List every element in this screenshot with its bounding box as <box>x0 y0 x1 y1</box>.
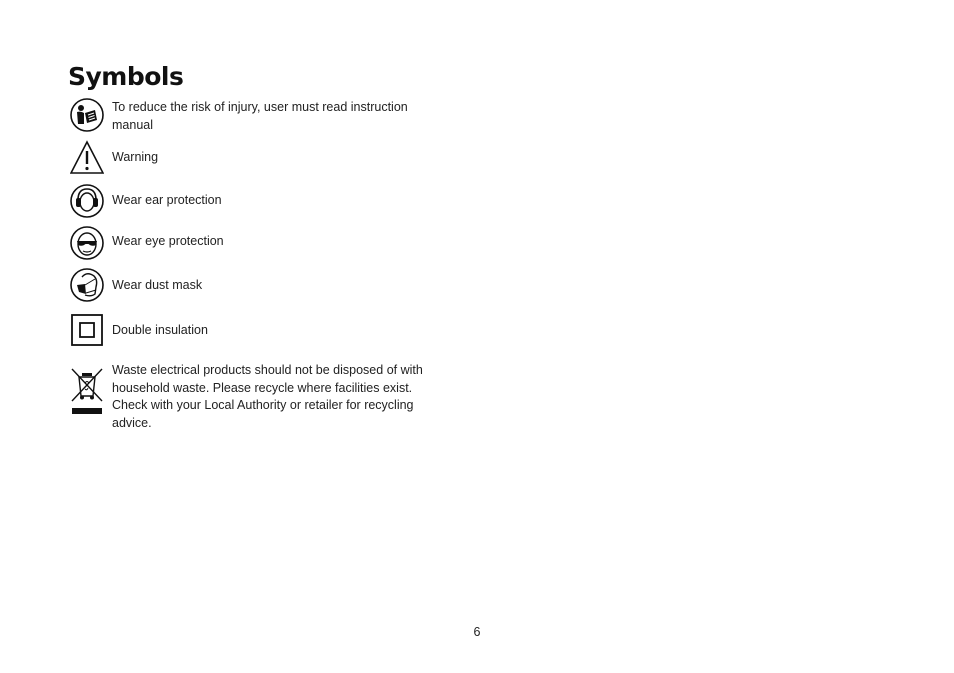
weee-crossed-bin-icon <box>70 366 104 416</box>
warning-icon <box>70 140 104 174</box>
symbol-description: Warning <box>112 150 159 164</box>
symbol-description: Double insulation <box>112 323 208 337</box>
page-number: 6 <box>473 625 481 639</box>
read-manual-icon <box>70 98 104 132</box>
symbol-description: Waste electrical products should not be disposed of with household waste. Please recycle where facilities exist. Check with your Local Authority or retailer for recycling advice. <box>112 363 423 430</box>
ear-protection-icon <box>70 184 104 218</box>
symbol-description: Wear ear protection <box>112 193 222 207</box>
symbol-description: To reduce the risk of injury, user must read instruction manual <box>112 100 408 132</box>
eye-protection-icon <box>70 226 104 260</box>
page-title: Symbols <box>68 62 184 91</box>
double-insulation-icon <box>70 313 104 347</box>
symbol-description: Wear eye protection <box>112 234 224 248</box>
symbol-description: Wear dust mask <box>112 278 203 292</box>
dust-mask-icon <box>70 268 104 302</box>
